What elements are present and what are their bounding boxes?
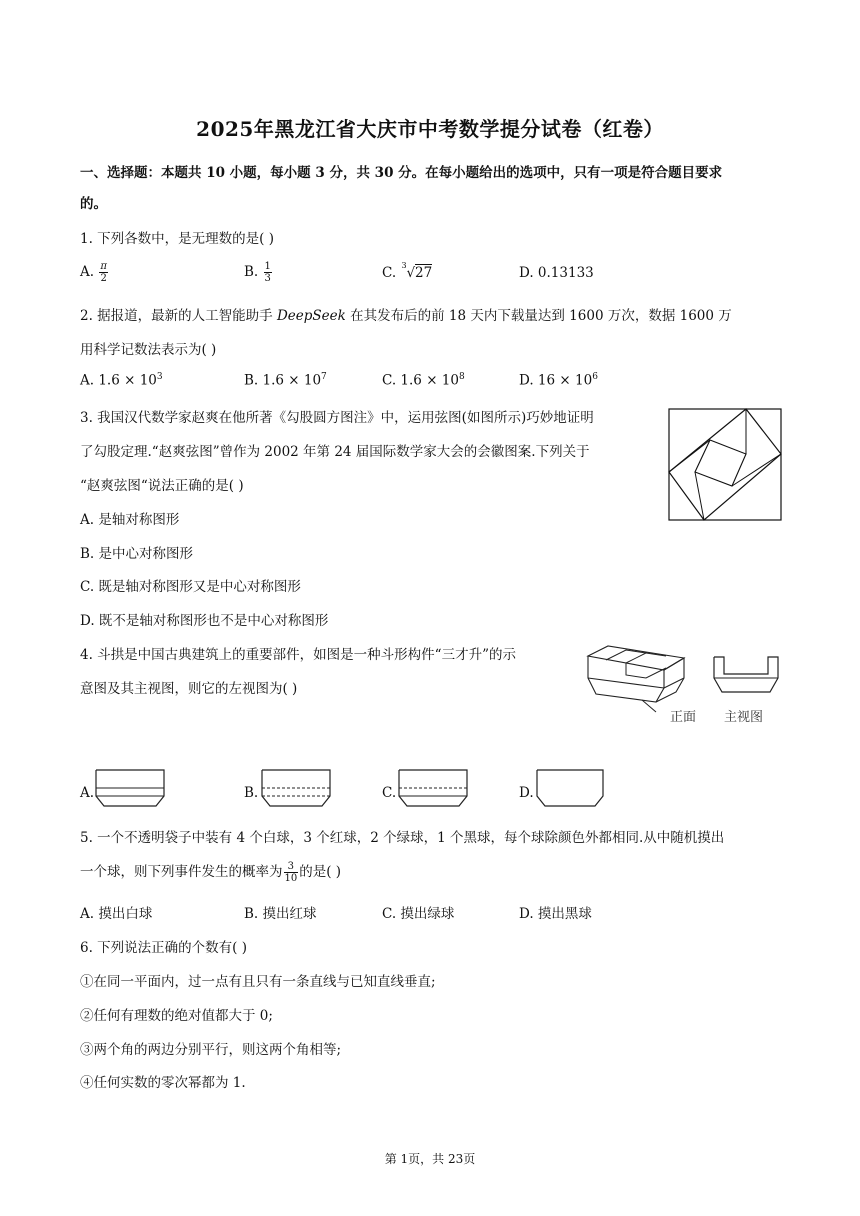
q2-option-c[interactable] bbox=[382, 372, 465, 389]
q2-line1 bbox=[80, 304, 732, 324]
main-view-diagram bbox=[712, 656, 780, 694]
section-heading-line1: 一、选择题：本题共 10 小题，每小题 3 分，共 30 分。在每小题给出的选项中，只有一项是符合题目要求 bbox=[80, 165, 723, 181]
q1-a-num: π bbox=[100, 261, 107, 272]
q1-b-num: 1 bbox=[264, 261, 271, 272]
q1-a-fraction bbox=[99, 261, 108, 284]
q3-option-b[interactable]: B. 是中心对称图形 bbox=[80, 546, 194, 562]
q3-line3: “赵爽弦图“说法正确的是( ) bbox=[80, 478, 244, 494]
q5-option-b[interactable]: B. 摸出红球 bbox=[244, 906, 317, 922]
q5-line2-post: 的是( ) bbox=[299, 864, 342, 880]
page-footer: 第 1页，共 23页 bbox=[384, 1152, 476, 1166]
q1-a-label: A. bbox=[80, 264, 95, 280]
q5-line2-pre: 一个球，则下列事件发生的概率为 bbox=[80, 864, 283, 880]
zhao-shuang-diagram bbox=[668, 408, 782, 521]
q4-line2: 意图及其主视图，则它的左视图为( ) bbox=[80, 681, 298, 697]
q5-fraction bbox=[284, 861, 299, 884]
q4-option-b-figure[interactable] bbox=[260, 768, 332, 808]
q2-a-exp: 3 bbox=[156, 372, 163, 382]
page-title: 2025年黑龙江省大庆市中考数学提分试卷（红卷） bbox=[196, 117, 664, 141]
q2-b-exp: 7 bbox=[321, 372, 327, 382]
q4-option-d-figure[interactable] bbox=[535, 768, 605, 808]
q2-line1-post: 在其发布后的前 18 天内下载量达到 1600 万次，数据 1600 万 bbox=[345, 308, 732, 324]
q1-b-label: B. bbox=[244, 264, 259, 280]
q2-option-a[interactable] bbox=[80, 372, 163, 389]
q1-c-radical bbox=[400, 261, 433, 281]
q2-c-base: C. 1.6 × 10 bbox=[382, 372, 459, 389]
q4-option-d[interactable]: D. bbox=[519, 785, 534, 801]
q2-option-b[interactable] bbox=[244, 372, 327, 389]
q4-option-a[interactable]: A. bbox=[80, 785, 95, 801]
q1-a-den: 2 bbox=[100, 273, 107, 284]
q3-option-a[interactable]: A. 是轴对称图形 bbox=[80, 512, 180, 528]
q1-option-d[interactable]: D. 0.13133 bbox=[519, 265, 594, 281]
section-heading-line2: 的。 bbox=[80, 196, 107, 212]
q2-option-d[interactable] bbox=[519, 372, 598, 389]
q4-option-c-figure[interactable] bbox=[397, 768, 469, 808]
q2-line1-italic: DeepSeek bbox=[276, 308, 346, 324]
q1-option-b[interactable] bbox=[244, 261, 273, 284]
q3-option-d[interactable]: D. 既不是轴对称图形也不是中心对称图形 bbox=[80, 613, 329, 629]
q1-option-c[interactable] bbox=[382, 261, 433, 281]
q3-option-c[interactable]: C. 既是轴对称图形又是中心对称图形 bbox=[80, 579, 301, 595]
radical-sign-icon: √ bbox=[406, 265, 416, 281]
q1-c-label: C. bbox=[382, 265, 397, 281]
q1-c-index: 3 bbox=[401, 261, 407, 270]
q2-d-base: D. 16 × 10 bbox=[519, 372, 593, 389]
q4-option-c[interactable]: C. bbox=[382, 785, 397, 801]
q2-d-exp: 6 bbox=[592, 372, 598, 382]
q6-stem: 6. 下列说法正确的个数有( ) bbox=[80, 940, 247, 956]
q3-line2: 了勾股定理.“赵爽弦图”曾作为 2002 年第 24 届国际数学家大会的会徽图案.下列关于 bbox=[80, 444, 590, 460]
three-talent-block-3d-diagram bbox=[586, 644, 696, 712]
q4-option-a-figure[interactable] bbox=[94, 768, 166, 808]
q5-option-d[interactable]: D. 摸出黑球 bbox=[519, 906, 592, 922]
q1-option-a[interactable] bbox=[80, 261, 109, 284]
q3-line1: 3. 我国汉代数学家赵爽在他所著《勾股圆方图注》中，运用弦图(如图所示)巧妙地证明 bbox=[80, 410, 594, 426]
q4-line1: 4. 斗拱是中国古典建筑上的重要部件，如图是一种斗形构件“三才升”的示 bbox=[80, 647, 516, 663]
q2-line1-pre: 2. 据报道，最新的人工智能助手 bbox=[80, 308, 277, 324]
q5-option-c[interactable]: C. 摸出绿球 bbox=[382, 906, 455, 922]
q2-b-base: B. 1.6 × 10 bbox=[244, 372, 322, 389]
q5-frac-num: 3 bbox=[284, 861, 299, 873]
q1-b-den: 3 bbox=[264, 273, 271, 284]
q5-line1: 5. 一个不透明袋子中装有 4 个白球，3 个红球，2 个绿球，1 个黑球，每个球除颜色外都相同.从中随机摸出 bbox=[80, 830, 725, 846]
q5-line2 bbox=[80, 860, 341, 884]
q1-stem: 1. 下列各数中，是无理数的是( ) bbox=[80, 231, 274, 247]
q1-c-radicand: 27 bbox=[415, 265, 433, 281]
q2-c-exp: 8 bbox=[458, 372, 465, 382]
q6-statement-4: ④任何实数的零次幂都为 1. bbox=[80, 1075, 246, 1091]
q6-statement-2: ②任何有理数的绝对值都大于 0; bbox=[80, 1008, 273, 1024]
label-main-view: 主视图 bbox=[724, 710, 764, 725]
q6-statement-3: ③两个角的两边分别平行，则这两个角相等; bbox=[80, 1042, 342, 1058]
q5-option-a[interactable]: A. 摸出白球 bbox=[80, 906, 153, 922]
q5-frac-den: 10 bbox=[284, 873, 298, 884]
q1-b-fraction bbox=[264, 261, 272, 284]
q6-statement-1: ①在同一平面内，过一点有且只有一条直线与已知直线垂直; bbox=[80, 974, 436, 990]
q2-a-base: A. 1.6 × 10 bbox=[80, 372, 157, 389]
q2-line2: 用科学记数法表示为( ) bbox=[80, 342, 217, 358]
label-front: 正面 bbox=[670, 710, 697, 725]
q4-option-b[interactable]: B. bbox=[244, 785, 259, 801]
